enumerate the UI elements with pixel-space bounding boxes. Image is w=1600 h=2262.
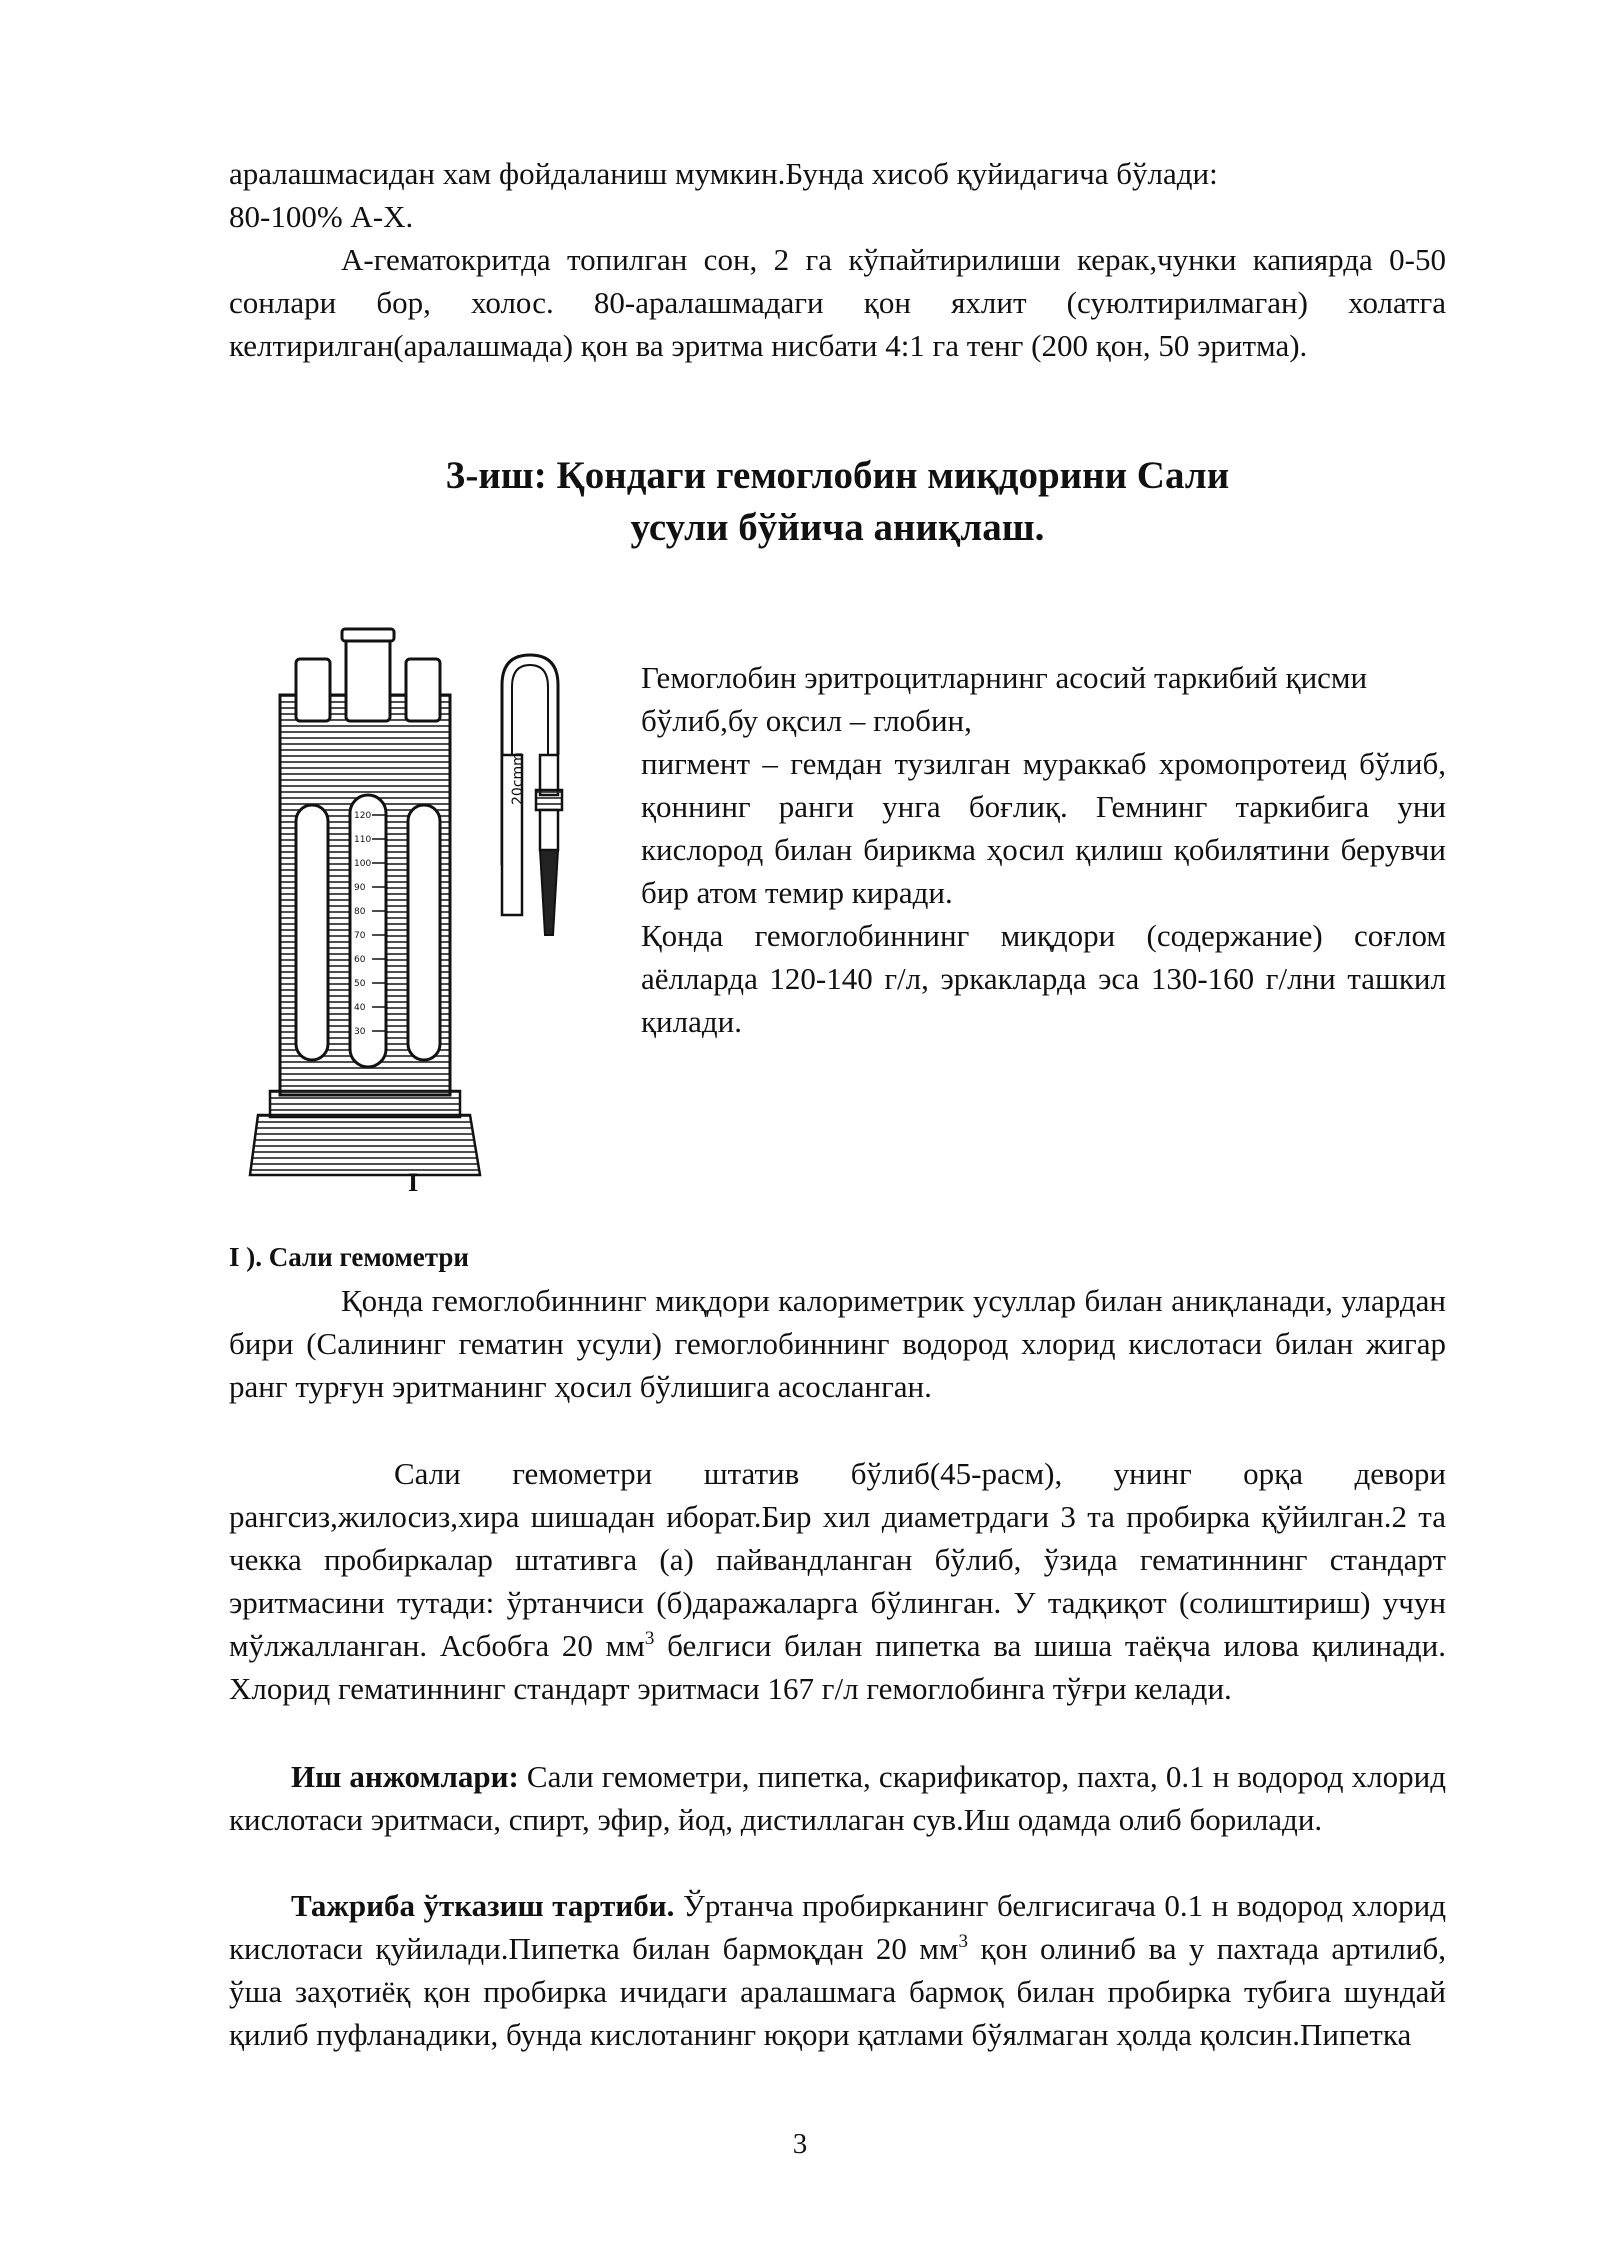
figure-label: I: [408, 1168, 419, 1197]
intro-paragraph: [229, 152, 1446, 238]
procedure-paragraph: [229, 1884, 1446, 2056]
procedure-part-1: Ўртанча пробирканинг белгисигача 0.1 н водород хлорид кислотаси қуйилади.Пипетка билан бармоқдан 20 мм: [229, 1888, 1446, 1966]
hemometer-text-part-1: Сали гемометри штатив бўлиб(45-расм), унинг орқа девори рангсиз,жилосиз,хира шишадан иборат.Бир хил диаметрдаги 3 та пробирка қўйилган.2 та чекка пробиркалар штативга (а) пайвандланган бўлиб, ўзида гематиннинг стандарт эритмасини тутади: ўртанчиси (б)даражаларга бўлинган. У тадқиқот (солиштириш) учун мўлжалланган. Асбобга 20 мм: [229, 1456, 1446, 1663]
figure-caption: I ). Сали гемометри: [229, 1242, 469, 1272]
method-text: Қонда гемоглобиннинг миқдори калориметрик усуллар билан аниқланади, улардан бири (Салининг гематин усули) гемоглобиннинг водород хлорид кислотаси билан жигар ранг турғун эритманинг ҳосил бўлишига асосланган.: [229, 1283, 1446, 1404]
side-paragraph-1: Гемоглобин эритроцитларнинг асосий таркибий қисми бўлиб,бу оқсил – глобин,: [641, 660, 1368, 738]
tube-mark-40: 40: [354, 1003, 366, 1013]
hemometer-description-text: [229, 1452, 1446, 1710]
page-number: 3: [792, 2128, 808, 2160]
procedure-heading: Тажриба ўтказиш тартиби.: [291, 1888, 675, 1923]
sahli-hemometer-illustration: [240, 615, 640, 1195]
tube-mark-90: 90: [354, 883, 366, 893]
title-line-2: усули бўйича аниқлаш.: [630, 506, 1045, 549]
tube-mark-50: 50: [354, 979, 366, 989]
tube-mark-60: 60: [354, 955, 366, 965]
hemometer-text-part-2: белгиси билан пипетка ва шиша таёқча илова қилинади. Хлорид гематиннинг стандарт эритмаси 167 г/л гемоглобинга тўғри келади.: [229, 1628, 1446, 1706]
hemoglobin-description: [641, 656, 1446, 1043]
hematocrit-text: А-гематокритда топилган сон, 2 га кўпайтирилиши керак,чунки капиярда 0-50 сонлари бор, холос. 80-аралашмадаги қон яхлит (суюлтирилмаган) холатга келтирилган(аралашмада) қон ва эритма нисбати 4:1 га тенг (200 қон, 50 эритма).: [229, 242, 1446, 363]
equipment-list: Сали гемометри, пипетка, скарификатор, пахта, 0.1 н водород хлорид кислотаси эритмаси, спирт, эфир, йод, дистиллаган сув.Иш одамда олиб борилади.: [229, 1759, 1446, 1837]
side-paragraph-2: пигмент – гемдан тузилган мураккаб хромопротеид бўлиб, қоннинг ранги унга боғлиқ. Гемнинг таркибига уни кислород билан бирикма ҳосил қилиш қобилятини берувчи бир атом темир киради.: [641, 746, 1446, 910]
tube-mark-110: 110: [354, 835, 372, 845]
tube-mark-120: 120: [354, 811, 372, 821]
equipment-heading: Иш анжомлари:: [291, 1759, 519, 1794]
title-line-1: 3-иш: Қондаги гемоглобин миқдорини Сали: [445, 454, 1230, 497]
equipment-paragraph: [229, 1755, 1446, 1841]
tube-mark-80: 80: [354, 907, 366, 917]
hemometer-description-paragraph: [229, 1452, 1446, 1710]
tube-mark-30: 30: [354, 1027, 366, 1037]
pipette-label: 20cmm: [510, 752, 526, 805]
section-title: [229, 450, 1446, 554]
method-paragraph: [229, 1279, 1446, 1408]
procedure-part-2: қон олиниб ва у пахтада артилиб, ўша заҳотиёқ қон пробирка ичидаги аралашмага бармоқ билан пробирка тубига шундай қилиб пуфланадики, бунда кислотанинг юқори қатлами бўялмаган ҳолда қолсин.Пипетка: [229, 1931, 1446, 2052]
equipment-text: [229, 1755, 1446, 1841]
side-paragraph-3: Қонда гемоглобиннинг миқдори (содержание) соғлом аёлларда 120-140 г/л, эркакларда эса 130-160 г/лни ташкил қилади.: [641, 918, 1446, 1039]
superscript-3: 3: [644, 1628, 655, 1649]
intro-line-2: 80-100% А-Х.: [229, 199, 414, 234]
hematocrit-paragraph: [229, 238, 1446, 367]
hemometer-drawing: [240, 615, 640, 1195]
intro-line-1: аралашмасидан хам фойдаланиш мумкин.Бунда хисоб қуйидагича бўлади:: [229, 156, 1218, 191]
tube-mark-100: 100: [354, 859, 372, 869]
procedure-text: [229, 1884, 1446, 2056]
procedure-superscript-3: 3: [958, 1931, 969, 1952]
tube-mark-70: 70: [354, 931, 366, 941]
